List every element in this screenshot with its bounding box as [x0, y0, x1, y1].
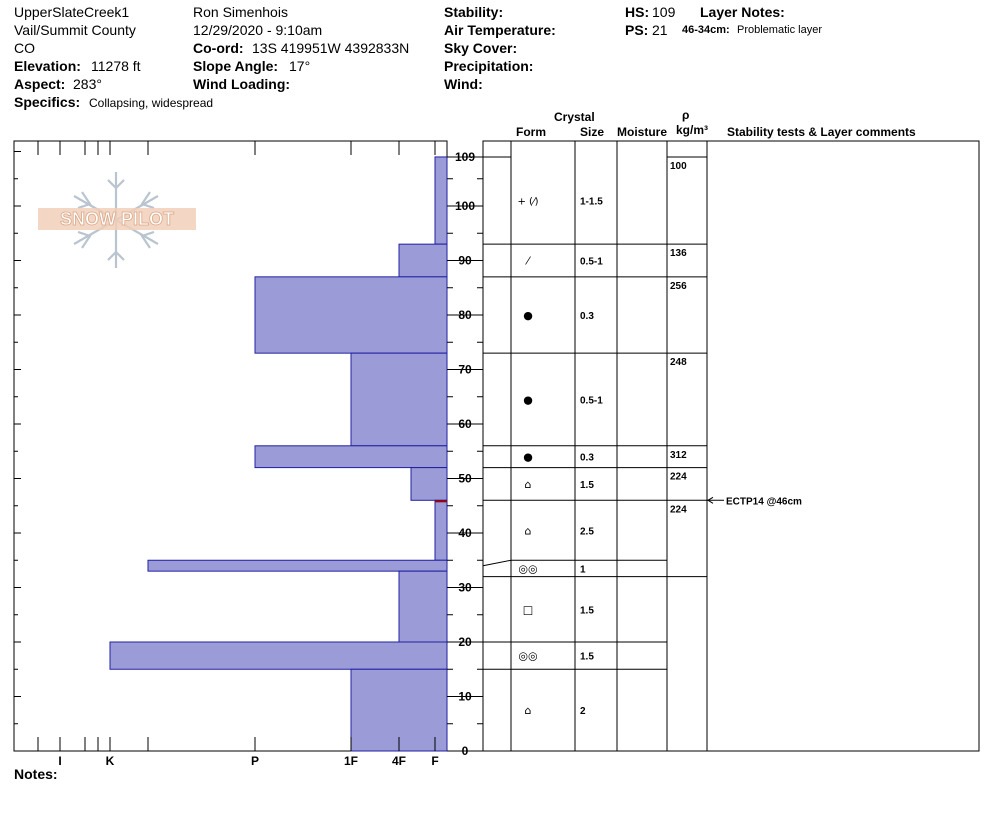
x-tick-label: P — [250, 754, 260, 768]
hs-value: 109 — [652, 4, 676, 20]
y-tick-label: 0 — [461, 744, 469, 758]
stability-header: Stability tests & Layer comments — [727, 125, 916, 139]
sky-cover-label: Sky Cover: — [444, 40, 518, 56]
y-tick-label: 90 — [458, 253, 472, 268]
grain-form-symbol: + (⁄) — [517, 196, 539, 208]
grain-form-symbol: ● — [523, 393, 533, 407]
stability-label: Stability: — [444, 4, 504, 20]
grain-form-symbol: ◎◎ — [518, 562, 538, 576]
elevation-value: 11278 ft — [91, 58, 141, 74]
x-tick-label: I — [58, 754, 62, 768]
crystal-header: Crystal — [554, 110, 595, 124]
coord-value: 13S 419951W 4392833N — [252, 40, 410, 56]
y-tick-label: 70 — [458, 362, 472, 377]
grain-form-symbol: ⌂ — [524, 477, 532, 491]
notes-label: Notes: — [14, 766, 58, 782]
x-tick-label: F — [431, 754, 439, 768]
density-value: 256 — [670, 280, 687, 292]
y-tick-label: 80 — [458, 308, 472, 322]
grain-size-value: 0.3 — [580, 452, 594, 464]
hardness-bar — [351, 353, 447, 446]
ps-value: 21 — [652, 22, 668, 38]
rho-header: ρ — [682, 108, 690, 122]
aspect-label: Aspect: — [14, 76, 66, 92]
grain-size-value: 1 — [580, 564, 586, 576]
density-value: 312 — [670, 449, 687, 461]
hardness-bar — [435, 157, 447, 244]
moisture-header: Moisture — [617, 125, 668, 139]
aspect-value: 283° — [73, 76, 102, 92]
hardness-bar — [255, 277, 447, 353]
layer-note-text: Problematic layer — [737, 24, 822, 36]
y-tick-label: 50 — [458, 471, 472, 486]
grain-size-value: 2.5 — [580, 526, 594, 538]
ps-label: PS: — [625, 22, 649, 38]
air-temperature-label: Air Temperature: — [444, 22, 556, 38]
stability-test-label: ECTP14 @46cm — [726, 496, 802, 508]
y-tick-label: 30 — [458, 580, 472, 595]
y-tick-label: 40 — [458, 526, 472, 540]
grain-form-symbol: ● — [523, 450, 533, 464]
y-tick-label: 109 — [454, 149, 476, 164]
observer-name: Ron Simenhois — [193, 4, 288, 20]
layer-notes-label: Layer Notes: — [700, 4, 785, 20]
density-value: 224 — [670, 471, 687, 483]
grain-size-value: 0.3 — [580, 311, 594, 322]
x-tick-label: 1F — [343, 754, 359, 768]
density-value: 136 — [670, 248, 687, 260]
grain-form-symbol: ⁄ — [527, 254, 529, 268]
form-header: Form — [516, 125, 546, 139]
grain-size-value: 0.5-1 — [580, 256, 603, 268]
precipitation-label: Precipitation: — [444, 58, 534, 74]
grain-size-value: 1.5 — [580, 651, 594, 663]
layer-note-range: 46-34cm: — [682, 24, 730, 36]
observation-datetime: 12/29/2020 - 9:10am — [193, 22, 323, 38]
slope-value: 17° — [289, 58, 311, 74]
wind-label: Wind: — [444, 76, 483, 92]
grain-form-symbol: ● — [523, 309, 533, 322]
county: Vail/Summit County — [14, 22, 136, 38]
hardness-bar — [110, 642, 447, 669]
grain-size-value: 1.5 — [580, 479, 594, 491]
specifics-label: Specifics: — [14, 94, 81, 110]
layer-connector — [483, 560, 511, 565]
grain-size-value: 1.5 — [580, 605, 594, 617]
y-tick-label: 60 — [458, 417, 472, 431]
grain-form-symbol: ◎◎ — [518, 649, 538, 663]
state: CO — [14, 40, 35, 56]
grain-size-value: 0.5-1 — [580, 395, 603, 407]
grain-size-value: 1-1.5 — [580, 196, 603, 208]
coord-label: Co-ord: — [193, 40, 244, 56]
grain-form-symbol: □ — [522, 603, 534, 617]
elevation-label: Elevation: — [14, 58, 81, 74]
hs-label: HS: — [625, 4, 650, 20]
size-header: Size — [580, 125, 605, 139]
grain-form-symbol: ⌂ — [524, 704, 532, 718]
y-tick-label: 100 — [454, 199, 476, 213]
x-tick-label: 4F — [391, 754, 407, 768]
site-name: UpperSlateCreek1 — [14, 4, 130, 20]
hardness-bar — [399, 571, 447, 642]
density-value: 100 — [670, 160, 687, 172]
wind-loading-label: Wind Loading: — [193, 76, 291, 92]
svg-text:SNOW PILOT: SNOW PILOT — [60, 209, 174, 229]
density-value: 224 — [670, 504, 687, 516]
hardness-bar — [435, 500, 447, 560]
y-tick-label: 10 — [458, 689, 472, 704]
x-tick-label: K — [105, 754, 115, 768]
specifics-value: Collapsing, widespread — [89, 96, 214, 110]
grain-form-symbol: ⌂ — [524, 524, 532, 538]
hardness-bar — [255, 446, 447, 468]
hardness-bar — [399, 244, 447, 277]
grain-size-value: 2 — [580, 706, 586, 718]
density-value: 248 — [670, 357, 687, 369]
hardness-bar — [148, 560, 447, 571]
hardness-bar — [411, 468, 447, 501]
density-unit-header: kg/m³ — [676, 123, 709, 137]
slope-label: Slope Angle: — [193, 58, 279, 74]
y-tick-label: 20 — [458, 635, 472, 649]
